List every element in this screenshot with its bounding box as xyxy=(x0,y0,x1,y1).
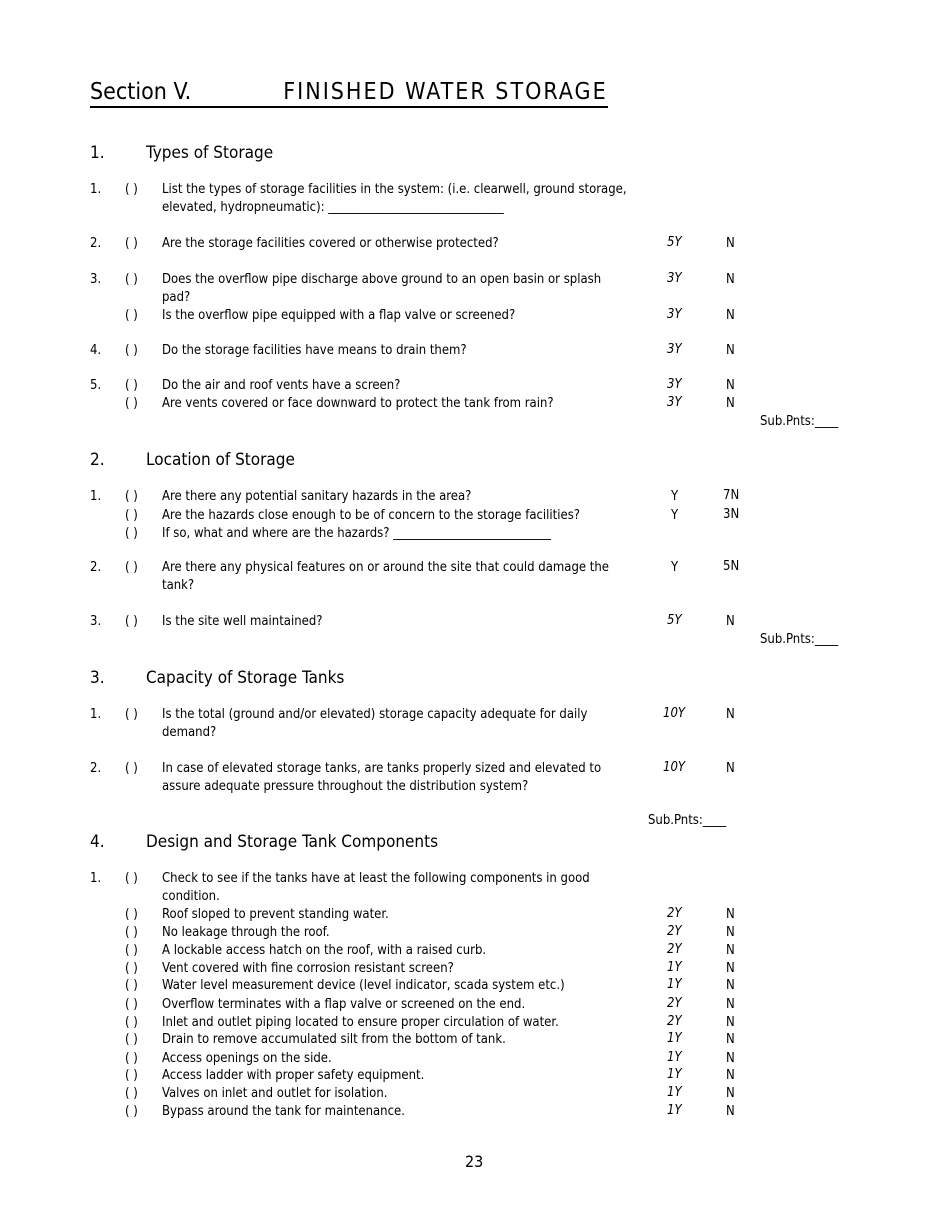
no-points: N xyxy=(726,272,735,287)
question-text: Overflow terminates with a flap valve or screened on the end. xyxy=(162,997,526,1012)
question-text: Is the total (ground and/or elevated) storage capacity adequate for daily demand? xyxy=(162,707,588,740)
yes-points: 1Y xyxy=(667,1085,682,1100)
question-text: No leakage through the roof. xyxy=(162,925,330,940)
checkbox[interactable]: ( ) xyxy=(125,1086,138,1101)
question-text: Access openings on the side. xyxy=(162,1051,332,1066)
yes-points: 1Y xyxy=(667,977,682,992)
yes-points: 10Y xyxy=(663,760,686,775)
question-text: Are there any potential sanitary hazards in the area? xyxy=(162,489,472,504)
checkbox[interactable]: ( ) xyxy=(125,943,138,958)
checkbox[interactable]: ( ) xyxy=(125,614,138,629)
yes-points: Y xyxy=(671,508,679,523)
no-points: N xyxy=(726,343,735,358)
no-points: N xyxy=(726,943,735,958)
checkbox[interactable]: ( ) xyxy=(125,997,138,1012)
yes-points: 10Y xyxy=(663,706,686,721)
question-text: Drain to remove accumulated silt from the bottom of tank. xyxy=(162,1032,506,1047)
yes-points: 3Y xyxy=(667,377,682,392)
subpoints-field[interactable]: Sub.Pnts:____ xyxy=(760,632,839,647)
checkbox[interactable]: ( ) xyxy=(125,1051,138,1066)
question-text: Do the storage facilities have means to drain them? xyxy=(162,343,467,358)
yes-points: 1Y xyxy=(667,960,682,975)
yes-points: 2Y xyxy=(667,906,682,921)
checkbox[interactable]: ( ) xyxy=(125,396,138,411)
question-text: Does the overflow pipe discharge above ground to an open basin or splash pad? xyxy=(162,272,602,305)
question-text: Roof sloped to prevent standing water. xyxy=(162,907,389,922)
question-text: Is the site well maintained? xyxy=(162,614,323,629)
subsection-number: 2. xyxy=(90,450,105,470)
question-text: Valves on inlet and outlet for isolation. xyxy=(162,1086,388,1101)
page-number: 23 xyxy=(465,1152,484,1171)
checkbox[interactable]: ( ) xyxy=(125,236,138,251)
item-number: 1. xyxy=(90,182,102,197)
subsection-title: Design and Storage Tank Components xyxy=(146,832,439,852)
question-text: Access ladder with proper safety equipment. xyxy=(162,1068,425,1083)
question-text: A lockable access hatch on the roof, with a raised curb. xyxy=(162,943,487,958)
checkbox[interactable]: ( ) xyxy=(125,978,138,993)
item-number: 1. xyxy=(90,707,102,722)
subpoints-field[interactable]: Sub.Pnts:____ xyxy=(760,414,839,429)
no-points: N xyxy=(726,907,735,922)
subsection-title: Types of Storage xyxy=(146,143,274,163)
subpoints-field[interactable]: Sub.Pnts:____ xyxy=(648,813,727,828)
question-text: In case of elevated storage tanks, are tanks properly sized and elevated to assure adequate pressure throughout the distribution system? xyxy=(162,761,602,794)
yes-points: 1Y xyxy=(667,1103,682,1118)
question-text: Are there any physical features on or around the site that could damage the tank? xyxy=(162,560,609,593)
subsection-number: 1. xyxy=(90,143,105,163)
checkbox[interactable]: ( ) xyxy=(125,1032,138,1047)
no-points: N xyxy=(726,978,735,993)
question-text: Vent covered with fine corrosion resistant screen? xyxy=(162,961,454,976)
yes-points: 2Y xyxy=(667,1014,682,1029)
question-text: Are vents covered or face downward to protect the tank from rain? xyxy=(162,396,554,411)
item-number: 1. xyxy=(90,871,102,886)
no-points: 5N xyxy=(723,559,740,574)
checkbox[interactable]: ( ) xyxy=(125,560,138,575)
item-number: 2. xyxy=(90,236,102,251)
question-text: Check to see if the tanks have at least the following components in good condition. xyxy=(162,871,590,904)
no-points: N xyxy=(726,1032,735,1047)
checkbox[interactable]: ( ) xyxy=(125,272,138,287)
question-text: Are the storage facilities covered or otherwise protected? xyxy=(162,236,499,251)
checkbox[interactable]: ( ) xyxy=(125,526,138,541)
question-text: Bypass around the tank for maintenance. xyxy=(162,1104,405,1119)
checkbox[interactable]: ( ) xyxy=(125,508,138,523)
checkbox[interactable]: ( ) xyxy=(125,761,138,776)
checkbox[interactable]: ( ) xyxy=(125,1015,138,1030)
yes-points: 5Y xyxy=(667,235,682,250)
yes-points: 1Y xyxy=(667,1031,682,1046)
no-points: N xyxy=(726,236,735,251)
no-points: N xyxy=(726,707,735,722)
checkbox[interactable]: ( ) xyxy=(125,707,138,722)
subsection-title: Location of Storage xyxy=(146,450,295,470)
no-points: N xyxy=(726,614,735,629)
no-points: N xyxy=(726,1015,735,1030)
section-label: Section V. xyxy=(90,79,192,105)
question-text: Water level measurement device (level indicator, scada system etc.) xyxy=(162,978,565,993)
question-text: Do the air and roof vents have a screen? xyxy=(162,378,401,393)
checkbox[interactable]: ( ) xyxy=(125,925,138,940)
checkbox[interactable]: ( ) xyxy=(125,343,138,358)
no-points: N xyxy=(726,308,735,323)
yes-points: 3Y xyxy=(667,342,682,357)
no-points: N xyxy=(726,761,735,776)
yes-points: 2Y xyxy=(667,924,682,939)
question-text: If so, what and where are the hazards? ___________________________ xyxy=(162,526,551,541)
item-number: 2. xyxy=(90,761,102,776)
question-text: Inlet and outlet piping located to ensure proper circulation of water. xyxy=(162,1015,559,1030)
question-text: Is the overflow pipe equipped with a flap valve or screened? xyxy=(162,308,516,323)
checkbox[interactable]: ( ) xyxy=(125,1104,138,1119)
item-number: 5. xyxy=(90,378,102,393)
section-title: FINISHED WATER STORAGE xyxy=(283,79,608,105)
yes-points: 1Y xyxy=(667,1067,682,1082)
checkbox[interactable]: ( ) xyxy=(125,961,138,976)
yes-points: Y xyxy=(671,560,679,575)
no-points: 7N xyxy=(723,488,740,503)
no-points: N xyxy=(726,1086,735,1101)
no-points: N xyxy=(726,997,735,1012)
checkbox[interactable]: ( ) xyxy=(125,308,138,323)
item-number: 3. xyxy=(90,272,102,287)
checkbox[interactable]: ( ) xyxy=(125,1068,138,1083)
checkbox[interactable]: ( ) xyxy=(125,182,138,197)
yes-points: 5Y xyxy=(667,613,682,628)
yes-points: 3Y xyxy=(667,307,682,322)
subsection-number: 4. xyxy=(90,832,105,852)
checkbox[interactable]: ( ) xyxy=(125,907,138,922)
no-points: N xyxy=(726,1051,735,1066)
question-text: Are the hazards close enough to be of concern to the storage facilities? xyxy=(162,508,580,523)
no-points: N xyxy=(726,961,735,976)
item-number: 3. xyxy=(90,614,102,629)
no-points: N xyxy=(726,396,735,411)
question-text: List the types of storage facilities in the system: (i.e. clearwell, ground storage, elevated, hydropneumatic): ______________________________ xyxy=(162,182,627,215)
no-points: N xyxy=(726,1104,735,1119)
yes-points: 3Y xyxy=(667,395,682,410)
section-heading xyxy=(90,78,608,108)
checkbox[interactable]: ( ) xyxy=(125,489,138,504)
no-points: N xyxy=(726,925,735,940)
checkbox[interactable]: ( ) xyxy=(125,378,138,393)
no-points: N xyxy=(726,1068,735,1083)
subsection-number: 3. xyxy=(90,668,105,688)
yes-points: 2Y xyxy=(667,996,682,1011)
yes-points: 3Y xyxy=(667,271,682,286)
yes-points: 1Y xyxy=(667,1050,682,1065)
item-number: 4. xyxy=(90,343,102,358)
subsection-title: Capacity of Storage Tanks xyxy=(146,668,345,688)
checkbox[interactable]: ( ) xyxy=(125,871,138,886)
yes-points: Y xyxy=(671,489,679,504)
item-number: 1. xyxy=(90,489,102,504)
no-points: 3N xyxy=(723,507,740,522)
no-points: N xyxy=(726,378,735,393)
yes-points: 2Y xyxy=(667,942,682,957)
item-number: 2. xyxy=(90,560,102,575)
